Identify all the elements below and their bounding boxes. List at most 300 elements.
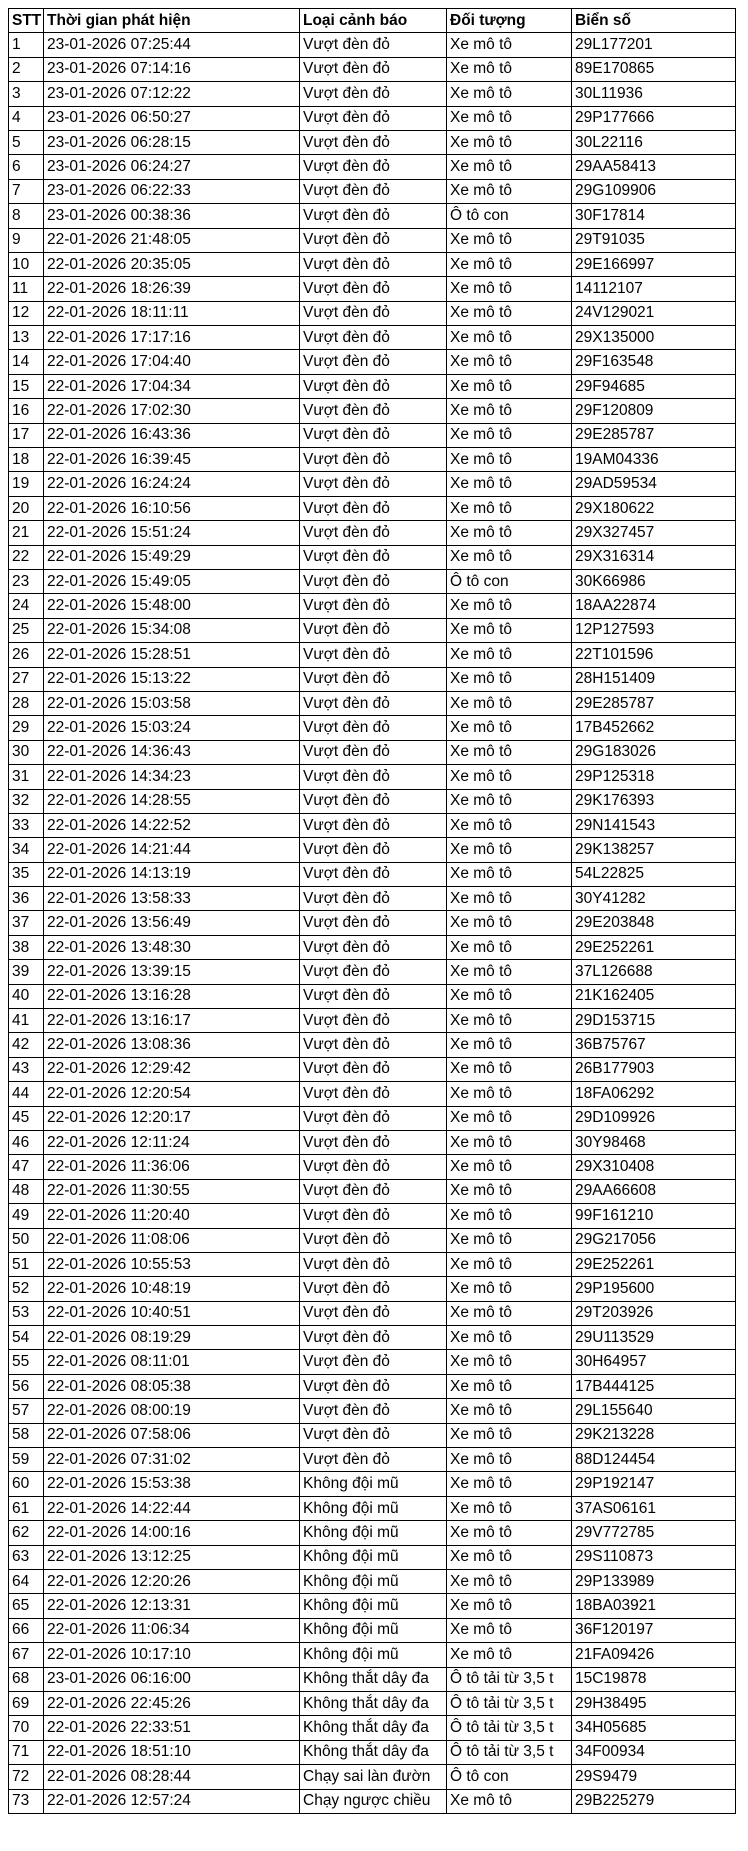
cell-detection-time[interactable]: 22-01-2026 13:56:49 <box>44 911 300 935</box>
cell-vehicle-type[interactable]: Xe mô tô <box>447 423 572 447</box>
cell-vehicle-type[interactable]: Xe mô tô <box>447 1130 572 1154</box>
cell-detection-time[interactable]: 22-01-2026 15:49:29 <box>44 545 300 569</box>
cell-vehicle-type[interactable]: Xe mô tô <box>447 1618 572 1642</box>
cell-detection-time[interactable]: 22-01-2026 17:04:34 <box>44 374 300 398</box>
header-vehicle-type[interactable]: Đối tượng <box>447 9 572 33</box>
cell-vehicle-type[interactable]: Xe mô tô <box>447 1179 572 1203</box>
cell-warning-type[interactable]: Vượt đèn đỏ <box>300 399 447 423</box>
cell-detection-time[interactable]: 22-01-2026 22:33:51 <box>44 1716 300 1740</box>
cell-stt[interactable]: 33 <box>9 813 44 837</box>
cell-warning-type[interactable]: Vượt đèn đỏ <box>300 57 447 81</box>
cell-detection-time[interactable]: 22-01-2026 22:45:26 <box>44 1691 300 1715</box>
cell-vehicle-type[interactable]: Xe mô tô <box>447 57 572 81</box>
cell-license-plate[interactable]: 29P195600 <box>572 1277 736 1301</box>
cell-stt[interactable]: 45 <box>9 1106 44 1130</box>
cell-stt[interactable]: 30 <box>9 740 44 764</box>
cell-warning-type[interactable]: Vượt đèn đỏ <box>300 667 447 691</box>
cell-detection-time[interactable]: 23-01-2026 06:24:27 <box>44 155 300 179</box>
cell-license-plate[interactable]: 29P177666 <box>572 106 736 130</box>
cell-warning-type[interactable]: Không thắt dây đa <box>300 1667 447 1691</box>
cell-vehicle-type[interactable]: Xe mô tô <box>447 765 572 789</box>
cell-vehicle-type[interactable]: Xe mô tô <box>447 838 572 862</box>
cell-vehicle-type[interactable]: Xe mô tô <box>447 1374 572 1398</box>
cell-warning-type[interactable]: Vượt đèn đỏ <box>300 179 447 203</box>
cell-stt[interactable]: 3 <box>9 82 44 106</box>
cell-detection-time[interactable]: 22-01-2026 08:05:38 <box>44 1374 300 1398</box>
cell-detection-time[interactable]: 22-01-2026 15:03:24 <box>44 716 300 740</box>
cell-warning-type[interactable]: Vượt đèn đỏ <box>300 740 447 764</box>
cell-warning-type[interactable]: Vượt đèn đỏ <box>300 33 447 57</box>
cell-stt[interactable]: 15 <box>9 374 44 398</box>
cell-license-plate[interactable]: 29P125318 <box>572 765 736 789</box>
cell-vehicle-type[interactable]: Xe mô tô <box>447 1301 572 1325</box>
cell-vehicle-type[interactable]: Xe mô tô <box>447 1545 572 1569</box>
cell-vehicle-type[interactable]: Xe mô tô <box>447 911 572 935</box>
cell-warning-type[interactable]: Vượt đèn đỏ <box>300 838 447 862</box>
cell-vehicle-type[interactable]: Xe mô tô <box>447 301 572 325</box>
cell-stt[interactable]: 56 <box>9 1374 44 1398</box>
cell-vehicle-type[interactable]: Xe mô tô <box>447 1033 572 1057</box>
cell-stt[interactable]: 55 <box>9 1350 44 1374</box>
cell-license-plate[interactable]: 17B444125 <box>572 1374 736 1398</box>
cell-detection-time[interactable]: 22-01-2026 17:02:30 <box>44 399 300 423</box>
cell-detection-time[interactable]: 23-01-2026 06:22:33 <box>44 179 300 203</box>
cell-stt[interactable]: 60 <box>9 1472 44 1496</box>
cell-license-plate[interactable]: 29T203926 <box>572 1301 736 1325</box>
cell-detection-time[interactable]: 22-01-2026 16:24:24 <box>44 472 300 496</box>
cell-vehicle-type[interactable]: Xe mô tô <box>447 179 572 203</box>
cell-detection-time[interactable]: 23-01-2026 06:16:00 <box>44 1667 300 1691</box>
cell-stt[interactable]: 17 <box>9 423 44 447</box>
cell-warning-type[interactable]: Vượt đèn đỏ <box>300 1057 447 1081</box>
cell-license-plate[interactable]: 37L126688 <box>572 960 736 984</box>
cell-vehicle-type[interactable]: Xe mô tô <box>447 106 572 130</box>
cell-license-plate[interactable]: 29E203848 <box>572 911 736 935</box>
cell-warning-type[interactable]: Chạy sai làn đườn <box>300 1765 447 1789</box>
cell-vehicle-type[interactable]: Xe mô tô <box>447 1789 572 1813</box>
cell-detection-time[interactable]: 22-01-2026 10:17:10 <box>44 1643 300 1667</box>
cell-license-plate[interactable]: 21FA09426 <box>572 1643 736 1667</box>
cell-vehicle-type[interactable]: Xe mô tô <box>447 1057 572 1081</box>
cell-warning-type[interactable]: Vượt đèn đỏ <box>300 277 447 301</box>
cell-vehicle-type[interactable]: Xe mô tô <box>447 862 572 886</box>
cell-vehicle-type[interactable]: Ô tô con <box>447 204 572 228</box>
cell-stt[interactable]: 42 <box>9 1033 44 1057</box>
cell-detection-time[interactable]: 23-01-2026 07:12:22 <box>44 82 300 106</box>
cell-vehicle-type[interactable]: Xe mô tô <box>447 716 572 740</box>
cell-warning-type[interactable]: Vượt đèn đỏ <box>300 374 447 398</box>
cell-vehicle-type[interactable]: Xe mô tô <box>447 1155 572 1179</box>
cell-stt[interactable]: 12 <box>9 301 44 325</box>
cell-stt[interactable]: 51 <box>9 1252 44 1276</box>
cell-license-plate[interactable]: 17B452662 <box>572 716 736 740</box>
cell-stt[interactable]: 13 <box>9 326 44 350</box>
cell-detection-time[interactable]: 23-01-2026 06:50:27 <box>44 106 300 130</box>
cell-detection-time[interactable]: 22-01-2026 16:39:45 <box>44 448 300 472</box>
cell-warning-type[interactable]: Vượt đèn đỏ <box>300 1082 447 1106</box>
cell-vehicle-type[interactable]: Ô tô tải từ 3,5 t <box>447 1740 572 1764</box>
cell-detection-time[interactable]: 22-01-2026 12:20:17 <box>44 1106 300 1130</box>
cell-warning-type[interactable]: Vượt đèn đỏ <box>300 106 447 130</box>
cell-license-plate[interactable]: 29U113529 <box>572 1326 736 1350</box>
cell-detection-time[interactable]: 22-01-2026 12:29:42 <box>44 1057 300 1081</box>
cell-license-plate[interactable]: 29E166997 <box>572 252 736 276</box>
cell-warning-type[interactable]: Vượt đèn đỏ <box>300 350 447 374</box>
cell-stt[interactable]: 21 <box>9 521 44 545</box>
cell-vehicle-type[interactable]: Ô tô tải từ 3,5 t <box>447 1667 572 1691</box>
cell-vehicle-type[interactable]: Xe mô tô <box>447 252 572 276</box>
header-stt[interactable]: STT <box>9 9 44 33</box>
cell-detection-time[interactable]: 22-01-2026 15:28:51 <box>44 643 300 667</box>
cell-license-plate[interactable]: 29L177201 <box>572 33 736 57</box>
cell-detection-time[interactable]: 22-01-2026 12:11:24 <box>44 1130 300 1154</box>
cell-detection-time[interactable]: 22-01-2026 11:20:40 <box>44 1204 300 1228</box>
cell-license-plate[interactable]: 18FA06292 <box>572 1082 736 1106</box>
cell-detection-time[interactable]: 22-01-2026 14:28:55 <box>44 789 300 813</box>
cell-stt[interactable]: 46 <box>9 1130 44 1154</box>
cell-warning-type[interactable]: Vượt đèn đỏ <box>300 935 447 959</box>
cell-detection-time[interactable]: 22-01-2026 17:04:40 <box>44 350 300 374</box>
cell-stt[interactable]: 73 <box>9 1789 44 1813</box>
cell-license-plate[interactable]: 29T91035 <box>572 228 736 252</box>
cell-detection-time[interactable]: 23-01-2026 00:38:36 <box>44 204 300 228</box>
cell-warning-type[interactable]: Vượt đèn đỏ <box>300 789 447 813</box>
cell-vehicle-type[interactable]: Xe mô tô <box>447 1252 572 1276</box>
cell-vehicle-type[interactable]: Xe mô tô <box>447 448 572 472</box>
cell-warning-type[interactable]: Không thắt dây đa <box>300 1716 447 1740</box>
cell-vehicle-type[interactable]: Xe mô tô <box>447 130 572 154</box>
cell-vehicle-type[interactable]: Xe mô tô <box>447 691 572 715</box>
cell-stt[interactable]: 72 <box>9 1765 44 1789</box>
cell-detection-time[interactable]: 23-01-2026 07:25:44 <box>44 33 300 57</box>
cell-stt[interactable]: 34 <box>9 838 44 862</box>
cell-warning-type[interactable]: Vượt đèn đỏ <box>300 887 447 911</box>
cell-stt[interactable]: 47 <box>9 1155 44 1179</box>
cell-warning-type[interactable]: Vượt đèn đỏ <box>300 1228 447 1252</box>
cell-vehicle-type[interactable]: Xe mô tô <box>447 1423 572 1447</box>
cell-stt[interactable]: 7 <box>9 179 44 203</box>
cell-stt[interactable]: 40 <box>9 984 44 1008</box>
cell-license-plate[interactable]: 30Y98468 <box>572 1130 736 1154</box>
cell-warning-type[interactable]: Vượt đèn đỏ <box>300 326 447 350</box>
cell-vehicle-type[interactable]: Xe mô tô <box>447 960 572 984</box>
cell-stt[interactable]: 63 <box>9 1545 44 1569</box>
cell-stt[interactable]: 50 <box>9 1228 44 1252</box>
cell-license-plate[interactable]: 34H05685 <box>572 1716 736 1740</box>
cell-stt[interactable]: 67 <box>9 1643 44 1667</box>
cell-warning-type[interactable]: Vượt đèn đỏ <box>300 1179 447 1203</box>
cell-warning-type[interactable]: Không đội mũ <box>300 1496 447 1520</box>
cell-license-plate[interactable]: 12P127593 <box>572 618 736 642</box>
cell-vehicle-type[interactable]: Xe mô tô <box>447 887 572 911</box>
cell-detection-time[interactable]: 22-01-2026 13:39:15 <box>44 960 300 984</box>
cell-vehicle-type[interactable]: Xe mô tô <box>447 935 572 959</box>
cell-warning-type[interactable]: Vượt đèn đỏ <box>300 82 447 106</box>
cell-license-plate[interactable]: 29N141543 <box>572 813 736 837</box>
cell-warning-type[interactable]: Vượt đèn đỏ <box>300 155 447 179</box>
cell-vehicle-type[interactable]: Xe mô tô <box>447 813 572 837</box>
cell-vehicle-type[interactable]: Xe mô tô <box>447 399 572 423</box>
cell-license-plate[interactable]: 29E252261 <box>572 1252 736 1276</box>
cell-license-plate[interactable]: 99F161210 <box>572 1204 736 1228</box>
cell-stt[interactable]: 23 <box>9 569 44 593</box>
cell-vehicle-type[interactable]: Ô tô tải từ 3,5 t <box>447 1691 572 1715</box>
cell-detection-time[interactable]: 22-01-2026 14:13:19 <box>44 862 300 886</box>
cell-stt[interactable]: 48 <box>9 1179 44 1203</box>
cell-stt[interactable]: 25 <box>9 618 44 642</box>
cell-license-plate[interactable]: 30F17814 <box>572 204 736 228</box>
cell-warning-type[interactable]: Vượt đèn đỏ <box>300 423 447 447</box>
cell-warning-type[interactable]: Vượt đèn đỏ <box>300 448 447 472</box>
cell-stt[interactable]: 69 <box>9 1691 44 1715</box>
cell-license-plate[interactable]: 29AD59534 <box>572 472 736 496</box>
cell-license-plate[interactable]: 29P133989 <box>572 1570 736 1594</box>
cell-warning-type[interactable]: Vượt đèn đỏ <box>300 204 447 228</box>
cell-stt[interactable]: 57 <box>9 1399 44 1423</box>
cell-detection-time[interactable]: 22-01-2026 15:13:22 <box>44 667 300 691</box>
cell-vehicle-type[interactable]: Xe mô tô <box>447 789 572 813</box>
cell-stt[interactable]: 6 <box>9 155 44 179</box>
cell-stt[interactable]: 43 <box>9 1057 44 1081</box>
cell-detection-time[interactable]: 22-01-2026 13:16:17 <box>44 1009 300 1033</box>
cell-vehicle-type[interactable]: Xe mô tô <box>447 667 572 691</box>
cell-warning-type[interactable]: Không đội mũ <box>300 1521 447 1545</box>
cell-detection-time[interactable]: 22-01-2026 12:57:24 <box>44 1789 300 1813</box>
cell-stt[interactable]: 27 <box>9 667 44 691</box>
cell-warning-type[interactable]: Vượt đèn đỏ <box>300 813 447 837</box>
cell-vehicle-type[interactable]: Xe mô tô <box>447 1594 572 1618</box>
cell-warning-type[interactable]: Không đội mũ <box>300 1570 447 1594</box>
cell-detection-time[interactable]: 22-01-2026 11:08:06 <box>44 1228 300 1252</box>
cell-detection-time[interactable]: 23-01-2026 06:28:15 <box>44 130 300 154</box>
cell-stt[interactable]: 58 <box>9 1423 44 1447</box>
cell-vehicle-type[interactable]: Xe mô tô <box>447 326 572 350</box>
cell-vehicle-type[interactable]: Xe mô tô <box>447 984 572 1008</box>
cell-stt[interactable]: 28 <box>9 691 44 715</box>
cell-license-plate[interactable]: 89E170865 <box>572 57 736 81</box>
cell-stt[interactable]: 29 <box>9 716 44 740</box>
cell-detection-time[interactable]: 22-01-2026 12:20:26 <box>44 1570 300 1594</box>
cell-warning-type[interactable]: Không đội mũ <box>300 1618 447 1642</box>
cell-detection-time[interactable]: 22-01-2026 18:26:39 <box>44 277 300 301</box>
header-warning-type[interactable]: Loại cảnh báo <box>300 9 447 33</box>
cell-vehicle-type[interactable]: Xe mô tô <box>447 228 572 252</box>
cell-detection-time[interactable]: 22-01-2026 15:48:00 <box>44 594 300 618</box>
cell-stt[interactable]: 24 <box>9 594 44 618</box>
cell-stt[interactable]: 66 <box>9 1618 44 1642</box>
cell-license-plate[interactable]: 29G217056 <box>572 1228 736 1252</box>
cell-warning-type[interactable]: Vượt đèn đỏ <box>300 594 447 618</box>
cell-detection-time[interactable]: 22-01-2026 11:06:34 <box>44 1618 300 1642</box>
cell-license-plate[interactable]: 29X310408 <box>572 1155 736 1179</box>
cell-vehicle-type[interactable]: Xe mô tô <box>447 1472 572 1496</box>
cell-warning-type[interactable]: Vượt đèn đỏ <box>300 691 447 715</box>
cell-warning-type[interactable]: Vượt đèn đỏ <box>300 862 447 886</box>
cell-detection-time[interactable]: 22-01-2026 20:35:05 <box>44 252 300 276</box>
cell-vehicle-type[interactable]: Xe mô tô <box>447 1228 572 1252</box>
cell-warning-type[interactable]: Vượt đèn đỏ <box>300 252 447 276</box>
cell-license-plate[interactable]: 54L22825 <box>572 862 736 886</box>
cell-license-plate[interactable]: 29G109906 <box>572 179 736 203</box>
cell-stt[interactable]: 52 <box>9 1277 44 1301</box>
cell-detection-time[interactable]: 22-01-2026 13:12:25 <box>44 1545 300 1569</box>
cell-license-plate[interactable]: 29E285787 <box>572 691 736 715</box>
cell-license-plate[interactable]: 36F120197 <box>572 1618 736 1642</box>
cell-stt[interactable]: 70 <box>9 1716 44 1740</box>
cell-vehicle-type[interactable]: Ô tô con <box>447 1765 572 1789</box>
cell-vehicle-type[interactable]: Xe mô tô <box>447 1570 572 1594</box>
cell-license-plate[interactable]: 30K66986 <box>572 569 736 593</box>
cell-vehicle-type[interactable]: Xe mô tô <box>447 594 572 618</box>
cell-warning-type[interactable]: Không đội mũ <box>300 1594 447 1618</box>
cell-warning-type[interactable]: Vượt đèn đỏ <box>300 228 447 252</box>
cell-detection-time[interactable]: 22-01-2026 11:36:06 <box>44 1155 300 1179</box>
cell-license-plate[interactable]: 29F163548 <box>572 350 736 374</box>
cell-warning-type[interactable]: Vượt đèn đỏ <box>300 1301 447 1325</box>
cell-vehicle-type[interactable]: Xe mô tô <box>447 374 572 398</box>
cell-warning-type[interactable]: Vượt đèn đỏ <box>300 1204 447 1228</box>
cell-detection-time[interactable]: 22-01-2026 15:49:05 <box>44 569 300 593</box>
cell-warning-type[interactable]: Vượt đèn đỏ <box>300 1399 447 1423</box>
cell-vehicle-type[interactable]: Xe mô tô <box>447 350 572 374</box>
cell-detection-time[interactable]: 22-01-2026 08:28:44 <box>44 1765 300 1789</box>
cell-detection-time[interactable]: 22-01-2026 12:13:31 <box>44 1594 300 1618</box>
cell-stt[interactable]: 8 <box>9 204 44 228</box>
cell-license-plate[interactable]: 29G183026 <box>572 740 736 764</box>
cell-vehicle-type[interactable]: Xe mô tô <box>447 1521 572 1545</box>
cell-detection-time[interactable]: 22-01-2026 14:22:52 <box>44 813 300 837</box>
cell-warning-type[interactable]: Vượt đèn đỏ <box>300 960 447 984</box>
cell-detection-time[interactable]: 22-01-2026 15:51:24 <box>44 521 300 545</box>
cell-detection-time[interactable]: 22-01-2026 15:03:58 <box>44 691 300 715</box>
cell-license-plate[interactable]: 29X327457 <box>572 521 736 545</box>
cell-warning-type[interactable]: Không đội mũ <box>300 1545 447 1569</box>
cell-license-plate[interactable]: 29P192147 <box>572 1472 736 1496</box>
cell-license-plate[interactable]: 29S9479 <box>572 1765 736 1789</box>
cell-warning-type[interactable]: Vượt đèn đỏ <box>300 1033 447 1057</box>
cell-stt[interactable]: 64 <box>9 1570 44 1594</box>
cell-license-plate[interactable]: 30L22116 <box>572 130 736 154</box>
cell-stt[interactable]: 18 <box>9 448 44 472</box>
cell-license-plate[interactable]: 29F120809 <box>572 399 736 423</box>
cell-stt[interactable]: 26 <box>9 643 44 667</box>
cell-license-plate[interactable]: 29K176393 <box>572 789 736 813</box>
cell-stt[interactable]: 68 <box>9 1667 44 1691</box>
cell-detection-time[interactable]: 22-01-2026 11:30:55 <box>44 1179 300 1203</box>
cell-vehicle-type[interactable]: Xe mô tô <box>447 521 572 545</box>
cell-stt[interactable]: 2 <box>9 57 44 81</box>
cell-license-plate[interactable]: 34F00934 <box>572 1740 736 1764</box>
cell-detection-time[interactable]: 22-01-2026 16:10:56 <box>44 496 300 520</box>
cell-license-plate[interactable]: 29AA66608 <box>572 1179 736 1203</box>
cell-license-plate[interactable]: 29H38495 <box>572 1691 736 1715</box>
cell-stt[interactable]: 11 <box>9 277 44 301</box>
cell-license-plate[interactable]: 29E285787 <box>572 423 736 447</box>
cell-license-plate[interactable]: 29E252261 <box>572 935 736 959</box>
cell-warning-type[interactable]: Vượt đèn đỏ <box>300 1009 447 1033</box>
cell-detection-time[interactable]: 22-01-2026 08:11:01 <box>44 1350 300 1374</box>
cell-warning-type[interactable]: Vượt đèn đỏ <box>300 911 447 935</box>
cell-warning-type[interactable]: Vượt đèn đỏ <box>300 130 447 154</box>
cell-license-plate[interactable]: 22T101596 <box>572 643 736 667</box>
cell-license-plate[interactable]: 29S110873 <box>572 1545 736 1569</box>
cell-detection-time[interactable]: 22-01-2026 10:40:51 <box>44 1301 300 1325</box>
cell-stt[interactable]: 71 <box>9 1740 44 1764</box>
cell-vehicle-type[interactable]: Xe mô tô <box>447 155 572 179</box>
cell-warning-type[interactable]: Chạy ngược chiều <box>300 1789 447 1813</box>
cell-warning-type[interactable]: Vượt đèn đỏ <box>300 1350 447 1374</box>
cell-vehicle-type[interactable]: Xe mô tô <box>447 618 572 642</box>
cell-vehicle-type[interactable]: Xe mô tô <box>447 1350 572 1374</box>
cell-stt[interactable]: 22 <box>9 545 44 569</box>
cell-license-plate[interactable]: 37AS06161 <box>572 1496 736 1520</box>
cell-warning-type[interactable]: Không thắt dây đa <box>300 1740 447 1764</box>
cell-stt[interactable]: 4 <box>9 106 44 130</box>
cell-warning-type[interactable]: Không đội mũ <box>300 1472 447 1496</box>
cell-license-plate[interactable]: 29D109926 <box>572 1106 736 1130</box>
cell-warning-type[interactable]: Vượt đèn đỏ <box>300 1326 447 1350</box>
cell-license-plate[interactable]: 28H151409 <box>572 667 736 691</box>
cell-license-plate[interactable]: 30Y41282 <box>572 887 736 911</box>
cell-detection-time[interactable]: 22-01-2026 14:34:23 <box>44 765 300 789</box>
cell-warning-type[interactable]: Vượt đèn đỏ <box>300 1106 447 1130</box>
cell-stt[interactable]: 19 <box>9 472 44 496</box>
cell-vehicle-type[interactable]: Xe mô tô <box>447 643 572 667</box>
cell-detection-time[interactable]: 22-01-2026 13:08:36 <box>44 1033 300 1057</box>
cell-stt[interactable]: 39 <box>9 960 44 984</box>
cell-license-plate[interactable]: 29L155640 <box>572 1399 736 1423</box>
cell-detection-time[interactable]: 23-01-2026 07:14:16 <box>44 57 300 81</box>
cell-vehicle-type[interactable]: Xe mô tô <box>447 33 572 57</box>
cell-vehicle-type[interactable]: Xe mô tô <box>447 1009 572 1033</box>
cell-vehicle-type[interactable]: Xe mô tô <box>447 1496 572 1520</box>
cell-warning-type[interactable]: Không đội mũ <box>300 1643 447 1667</box>
cell-vehicle-type[interactable]: Xe mô tô <box>447 82 572 106</box>
cell-stt[interactable]: 53 <box>9 1301 44 1325</box>
cell-warning-type[interactable]: Vượt đèn đỏ <box>300 1277 447 1301</box>
cell-stt[interactable]: 31 <box>9 765 44 789</box>
cell-stt[interactable]: 61 <box>9 1496 44 1520</box>
cell-warning-type[interactable]: Vượt đèn đỏ <box>300 716 447 740</box>
cell-vehicle-type[interactable]: Xe mô tô <box>447 277 572 301</box>
cell-stt[interactable]: 36 <box>9 887 44 911</box>
cell-vehicle-type[interactable]: Xe mô tô <box>447 545 572 569</box>
cell-vehicle-type[interactable]: Xe mô tô <box>447 1082 572 1106</box>
cell-vehicle-type[interactable]: Xe mô tô <box>447 1448 572 1472</box>
cell-detection-time[interactable]: 22-01-2026 15:53:38 <box>44 1472 300 1496</box>
cell-warning-type[interactable]: Không thắt dây đa <box>300 1691 447 1715</box>
cell-vehicle-type[interactable]: Xe mô tô <box>447 1643 572 1667</box>
cell-vehicle-type[interactable]: Xe mô tô <box>447 1399 572 1423</box>
cell-license-plate[interactable]: 29B225279 <box>572 1789 736 1813</box>
cell-warning-type[interactable]: Vượt đèn đỏ <box>300 618 447 642</box>
cell-warning-type[interactable]: Vượt đèn đỏ <box>300 545 447 569</box>
cell-detection-time[interactable]: 22-01-2026 15:34:08 <box>44 618 300 642</box>
cell-stt[interactable]: 16 <box>9 399 44 423</box>
cell-license-plate[interactable]: 19AM04336 <box>572 448 736 472</box>
cell-stt[interactable]: 38 <box>9 935 44 959</box>
cell-warning-type[interactable]: Vượt đèn đỏ <box>300 643 447 667</box>
cell-stt[interactable]: 1 <box>9 33 44 57</box>
cell-license-plate[interactable]: 29D153715 <box>572 1009 736 1033</box>
cell-license-plate[interactable]: 29F94685 <box>572 374 736 398</box>
cell-warning-type[interactable]: Vượt đèn đỏ <box>300 1155 447 1179</box>
cell-detection-time[interactable]: 22-01-2026 12:20:54 <box>44 1082 300 1106</box>
cell-warning-type[interactable]: Vượt đèn đỏ <box>300 1423 447 1447</box>
cell-license-plate[interactable]: 18BA03921 <box>572 1594 736 1618</box>
cell-detection-time[interactable]: 22-01-2026 07:31:02 <box>44 1448 300 1472</box>
cell-stt[interactable]: 65 <box>9 1594 44 1618</box>
